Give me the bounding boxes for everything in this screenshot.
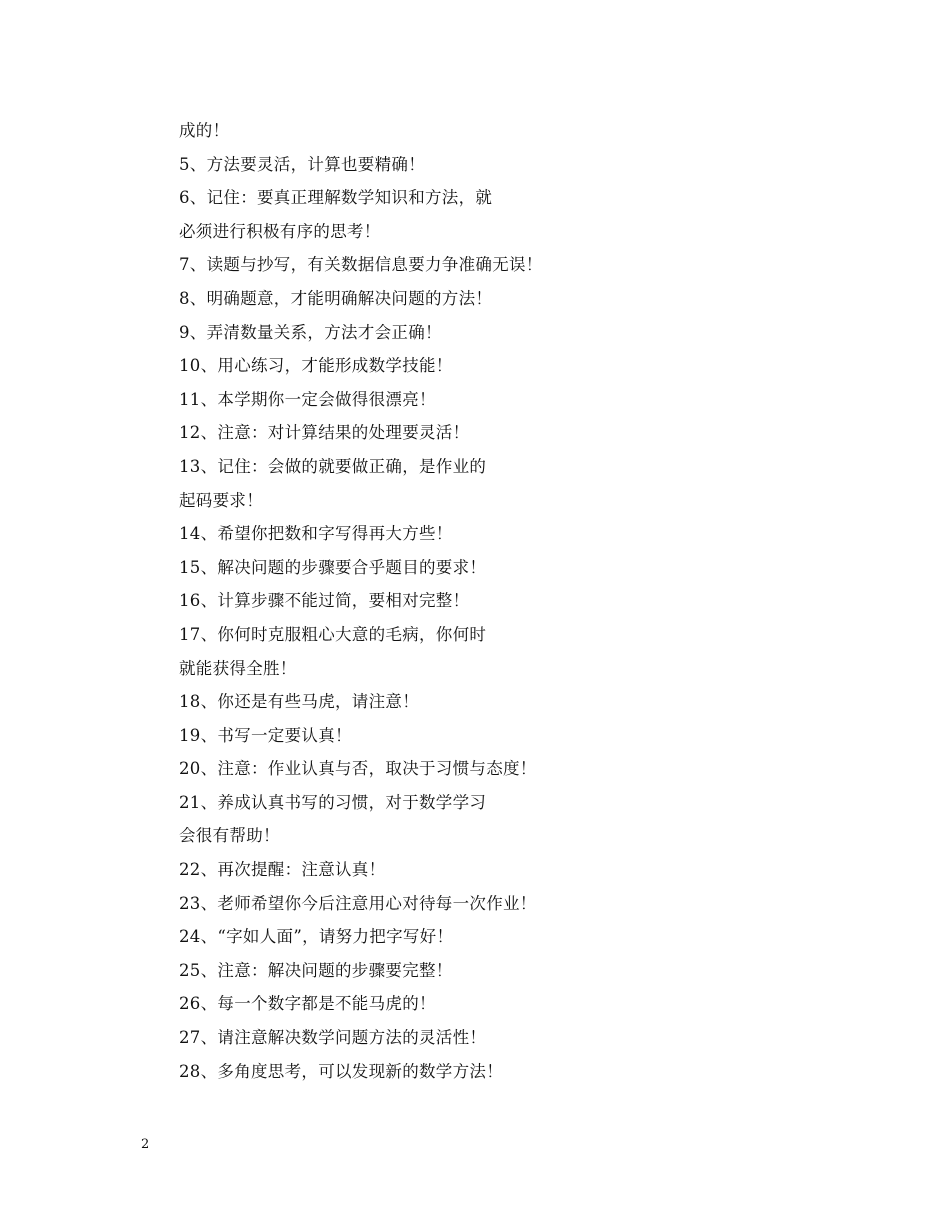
text-line: 就能获得全胜！ <box>179 658 297 678</box>
document-body <box>179 114 859 1088</box>
text-line: 会很有帮助！ <box>179 826 280 846</box>
text-line: 24、“字如人面”，请努力把字写好！ <box>179 927 454 947</box>
text-line: 20、注意：作业认真与否，取决于习惯与态度！ <box>179 759 537 779</box>
text-line: 必须进行积极有序的思考！ <box>179 221 381 241</box>
text-line: 17、你何时克服粗心大意的毛病，你何时 <box>179 624 487 644</box>
text-line: 21、养成认真书写的习惯，对于数学学习 <box>179 792 487 812</box>
text-line: 6、记住：要真正理解数学知识和方法，就 <box>179 188 493 208</box>
text-line: 18、你还是有些马虎，请注意！ <box>179 692 419 712</box>
text-line: 14、希望你把数和字写得再大方些！ <box>179 524 453 544</box>
text-line: 8、明确题意，才能明确解决问题的方法！ <box>179 288 493 308</box>
text-line: 16、计算步骤不能过简，要相对完整！ <box>179 591 470 611</box>
text-line: 26、每一个数字都是不能马虎的！ <box>179 994 436 1014</box>
text-line: 28、多角度思考，可以发现新的数学方法！ <box>179 1061 503 1081</box>
text-line: 25、注意：解决问题的步骤要完整！ <box>179 960 453 980</box>
text-line: 23、老师希望你今后注意用心对待每一次作业！ <box>179 893 537 913</box>
text-line: 9、弄清数量关系，方法才会正确！ <box>179 322 442 342</box>
page-number: 2 <box>141 1137 150 1152</box>
text-line: 10、用心练习，才能形成数学技能！ <box>179 356 453 376</box>
text-line: 7、读题与抄写，有关数据信息要力争准确无误！ <box>179 255 543 275</box>
text-line: 19、书写一定要认真！ <box>179 725 352 745</box>
text-line: 11、本学期你一定会做得很漂亮！ <box>179 389 436 409</box>
text-line: 12、注意：对计算结果的处理要灵活！ <box>179 423 470 443</box>
text-line: 5、方法要灵活，计算也要精确！ <box>179 154 425 174</box>
text-line: 成的！ <box>179 121 230 140</box>
text-line: 27、请注意解决数学问题方法的灵活性！ <box>179 1028 487 1048</box>
text-line: 起码要求！ <box>179 490 263 510</box>
text-line: 13、记住：会做的就要做正确，是作业的 <box>179 456 487 476</box>
text-line: 22、再次提醒：注意认真！ <box>179 860 386 880</box>
text-line: 15、解决问题的步骤要合乎题目的要求！ <box>179 557 487 577</box>
